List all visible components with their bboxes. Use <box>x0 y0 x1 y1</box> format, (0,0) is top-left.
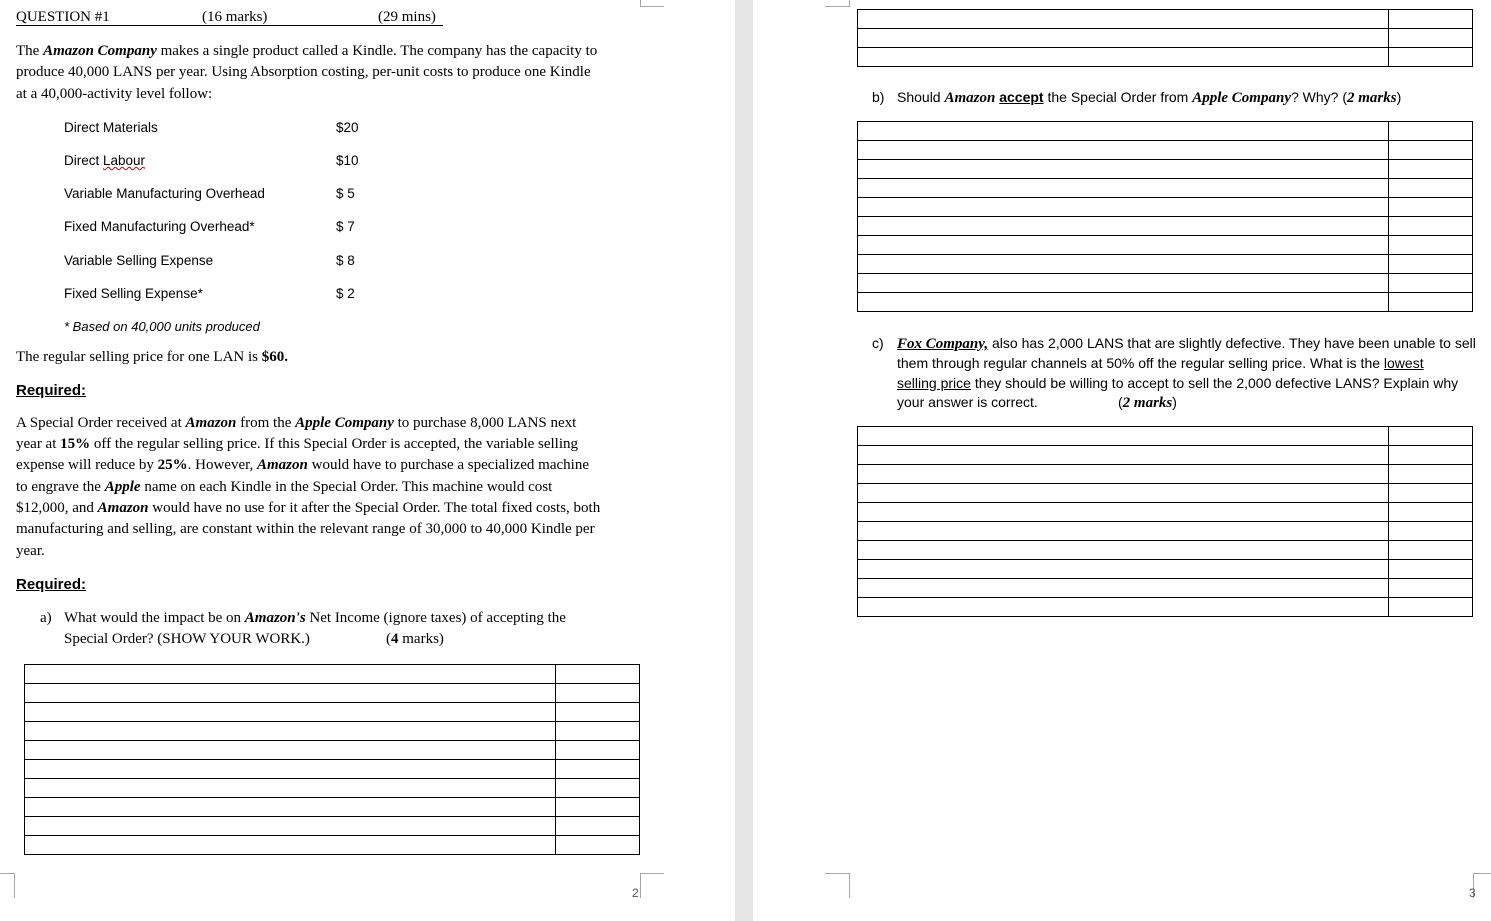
page-number: 3 <box>1469 886 1476 900</box>
table-row <box>858 48 1473 67</box>
amount-cell[interactable] <box>556 722 640 741</box>
amount-cell[interactable] <box>1389 484 1473 503</box>
answer-cell[interactable] <box>858 179 1389 198</box>
amount-cell[interactable] <box>556 684 640 703</box>
table-row <box>858 503 1473 522</box>
special-order-line-5: $12,000, and Amazon would have no use for it after the Special Order. The total fixed costs, both <box>16 500 601 516</box>
crop-mark <box>640 873 664 898</box>
amount-cell[interactable] <box>1389 293 1473 312</box>
table-row <box>858 465 1473 484</box>
question-time: (29 mins) <box>378 9 436 25</box>
question-c-marks: (2 marks) <box>1118 394 1177 411</box>
answer-cell[interactable] <box>858 217 1389 236</box>
question-b-number: b) <box>872 89 885 105</box>
amount-cell[interactable] <box>1389 217 1473 236</box>
table-row <box>858 141 1473 160</box>
answer-cell[interactable] <box>25 836 556 855</box>
table-row <box>25 665 640 684</box>
amount-cell[interactable] <box>1389 560 1473 579</box>
crop-mark <box>640 0 664 7</box>
question-c-line-3: selling price they should be willing to accept to sell the 2,000 defective LANS? Explain why <box>897 375 1459 391</box>
amount-cell[interactable] <box>1389 427 1473 446</box>
answer-table-a[interactable] <box>24 664 640 855</box>
table-row <box>25 741 640 760</box>
cost-value: $ 2 <box>336 286 355 301</box>
question-a-number: a) <box>40 610 52 626</box>
table-row <box>858 236 1473 255</box>
answer-cell[interactable] <box>25 817 556 836</box>
crop-mark <box>825 0 850 7</box>
table-row <box>25 817 640 836</box>
table-row <box>858 255 1473 274</box>
table-row <box>858 522 1473 541</box>
cost-value: $ 7 <box>336 219 355 234</box>
selling-price-line: The regular selling price for one LAN is $60. <box>16 349 288 365</box>
table-row <box>25 703 640 722</box>
answer-cell[interactable] <box>858 293 1389 312</box>
amount-cell[interactable] <box>556 798 640 817</box>
crop-mark <box>825 873 850 898</box>
amount-cell[interactable] <box>1389 10 1473 29</box>
question-a-line-2: Special Order? (SHOW YOUR WORK.) <box>64 631 310 647</box>
amount-cell[interactable] <box>556 817 640 836</box>
footnote: * Based on 40,000 units produced <box>64 319 260 334</box>
answer-table-b[interactable] <box>857 121 1473 312</box>
table-row <box>858 179 1473 198</box>
page-number: 2 <box>632 886 639 900</box>
amount-cell[interactable] <box>1389 541 1473 560</box>
intro-line-1: The Amazon Company makes a single product called a Kindle. The company has the capacity to <box>16 43 598 59</box>
cost-label: Fixed Selling Expense* <box>64 286 203 301</box>
answer-cell[interactable] <box>858 236 1389 255</box>
answer-cell[interactable] <box>858 160 1389 179</box>
amount-cell[interactable] <box>1389 179 1473 198</box>
answer-cell[interactable] <box>858 255 1389 274</box>
amount-cell[interactable] <box>1389 503 1473 522</box>
answer-cell[interactable] <box>858 579 1389 598</box>
amount-cell[interactable] <box>1389 48 1473 67</box>
answer-table-c[interactable] <box>857 426 1473 617</box>
answer-table-a-continued[interactable] <box>857 9 1473 67</box>
answer-cell[interactable] <box>25 779 556 798</box>
answer-cell[interactable] <box>858 141 1389 160</box>
amount-cell[interactable] <box>1389 255 1473 274</box>
special-order-line-1: A Special Order received at Amazon from the Apple Company to purchase 8,000 LANS next <box>16 415 577 431</box>
cost-label: Direct Labour <box>64 153 146 168</box>
cost-label: Variable Selling Expense <box>64 253 214 268</box>
amount-cell[interactable] <box>1389 141 1473 160</box>
table-row <box>858 122 1473 141</box>
amount-cell[interactable] <box>1389 446 1473 465</box>
answer-cell[interactable] <box>858 29 1389 48</box>
answer-cell[interactable] <box>25 798 556 817</box>
answer-cell[interactable] <box>858 274 1389 293</box>
special-order-line-6: manufacturing and selling, are constant within the relevant range of 30,000 to 40,000 Kindle per <box>16 521 595 537</box>
table-row <box>25 722 640 741</box>
amount-cell[interactable] <box>1389 160 1473 179</box>
table-row <box>858 560 1473 579</box>
table-row <box>858 598 1473 617</box>
table-row <box>858 274 1473 293</box>
cost-value: $ 8 <box>336 253 355 268</box>
amount-cell[interactable] <box>1389 522 1473 541</box>
answer-cell[interactable] <box>858 560 1389 579</box>
table-row <box>25 798 640 817</box>
table-row <box>858 427 1473 446</box>
special-order-line-7: year. <box>16 543 45 559</box>
amount-cell[interactable] <box>1389 122 1473 141</box>
amount-cell[interactable] <box>556 779 640 798</box>
answer-cell[interactable] <box>858 541 1389 560</box>
cost-value: $10 <box>336 153 359 168</box>
table-row <box>858 541 1473 560</box>
question-c-number: c) <box>872 335 884 351</box>
answer-cell[interactable] <box>858 503 1389 522</box>
cost-value: $20 <box>336 120 359 135</box>
question-a-marks: (4 marks) <box>386 631 444 647</box>
table-row <box>858 484 1473 503</box>
question-c-line-1: Fox Company, also has 2,000 LANS that are slightly defective. They have been unable to sell <box>897 335 1476 352</box>
amount-cell[interactable] <box>1389 198 1473 217</box>
amount-cell[interactable] <box>1389 465 1473 484</box>
amount-cell[interactable] <box>556 703 640 722</box>
table-row <box>858 10 1473 29</box>
header-rule <box>16 25 443 26</box>
amount-cell[interactable] <box>1389 29 1473 48</box>
amount-cell[interactable] <box>1389 236 1473 255</box>
answer-cell[interactable] <box>858 484 1389 503</box>
page-2 <box>0 0 735 921</box>
amount-cell[interactable] <box>1389 579 1473 598</box>
cost-label: Direct Materials <box>64 120 158 135</box>
cost-label: Fixed Manufacturing Overhead* <box>64 219 255 234</box>
question-c-line-2: them through regular channels at 50% off the regular selling price. What is the lowest <box>897 355 1424 371</box>
answer-cell[interactable] <box>25 741 556 760</box>
answer-cell[interactable] <box>858 446 1389 465</box>
answer-cell[interactable] <box>25 684 556 703</box>
answer-cell[interactable] <box>25 665 556 684</box>
table-row <box>858 446 1473 465</box>
required-heading: Required: <box>16 382 87 399</box>
special-order-line-4: to engrave the Apple name on each Kindle in the Special Order. This machine would cost <box>16 479 553 495</box>
question-marks: (16 marks) <box>202 9 268 25</box>
answer-cell[interactable] <box>25 722 556 741</box>
answer-cell[interactable] <box>858 522 1389 541</box>
cost-value: $ 5 <box>336 186 355 201</box>
answer-cell[interactable] <box>25 703 556 722</box>
question-title: QUESTION #1 <box>16 9 110 25</box>
answer-cell[interactable] <box>858 48 1389 67</box>
question-a-line-1: What would the impact be on Amazon's Net Income (ignore taxes) of accepting the <box>64 610 566 626</box>
table-row <box>858 160 1473 179</box>
amount-cell[interactable] <box>556 760 640 779</box>
table-row <box>858 293 1473 312</box>
intro-line-3: at a 40,000-activity level follow: <box>16 86 213 102</box>
special-order-line-3: expense will reduce by 25%. However, Amazon would have to purchase a specialized machine <box>16 457 589 473</box>
amount-cell[interactable] <box>556 741 640 760</box>
answer-cell[interactable] <box>858 10 1389 29</box>
page-gap <box>735 0 753 921</box>
intro-line-2: produce 40,000 LANS per year. Using Absorption costing, per-unit costs to produce one Kindle <box>16 64 591 80</box>
answer-cell[interactable] <box>858 122 1389 141</box>
amount-cell[interactable] <box>1389 598 1473 617</box>
table-row <box>25 684 640 703</box>
page-3 <box>753 0 1491 921</box>
table-row <box>858 217 1473 236</box>
table-row <box>25 779 640 798</box>
amount-cell[interactable] <box>1389 274 1473 293</box>
table-row <box>25 836 640 855</box>
required-heading-2: Required: <box>16 576 87 593</box>
table-row <box>858 198 1473 217</box>
answer-cell[interactable] <box>858 598 1389 617</box>
answer-cell[interactable] <box>858 427 1389 446</box>
answer-cell[interactable] <box>858 198 1389 217</box>
question-c-line-4: your answer is correct. <box>897 394 1038 410</box>
amount-cell[interactable] <box>556 836 640 855</box>
table-row <box>858 579 1473 598</box>
table-row <box>858 29 1473 48</box>
special-order-line-2: year at 15% off the regular selling price. If this Special Order is accepted, the variable selling <box>16 436 579 452</box>
amount-cell[interactable] <box>556 665 640 684</box>
question-b-text: Should Amazon accept the Special Order from Apple Company? Why? (2 marks) <box>897 89 1402 106</box>
answer-cell[interactable] <box>858 465 1389 484</box>
table-row <box>25 760 640 779</box>
answer-cell[interactable] <box>25 760 556 779</box>
cost-label: Variable Manufacturing Overhead <box>64 186 265 201</box>
crop-mark <box>0 873 15 898</box>
